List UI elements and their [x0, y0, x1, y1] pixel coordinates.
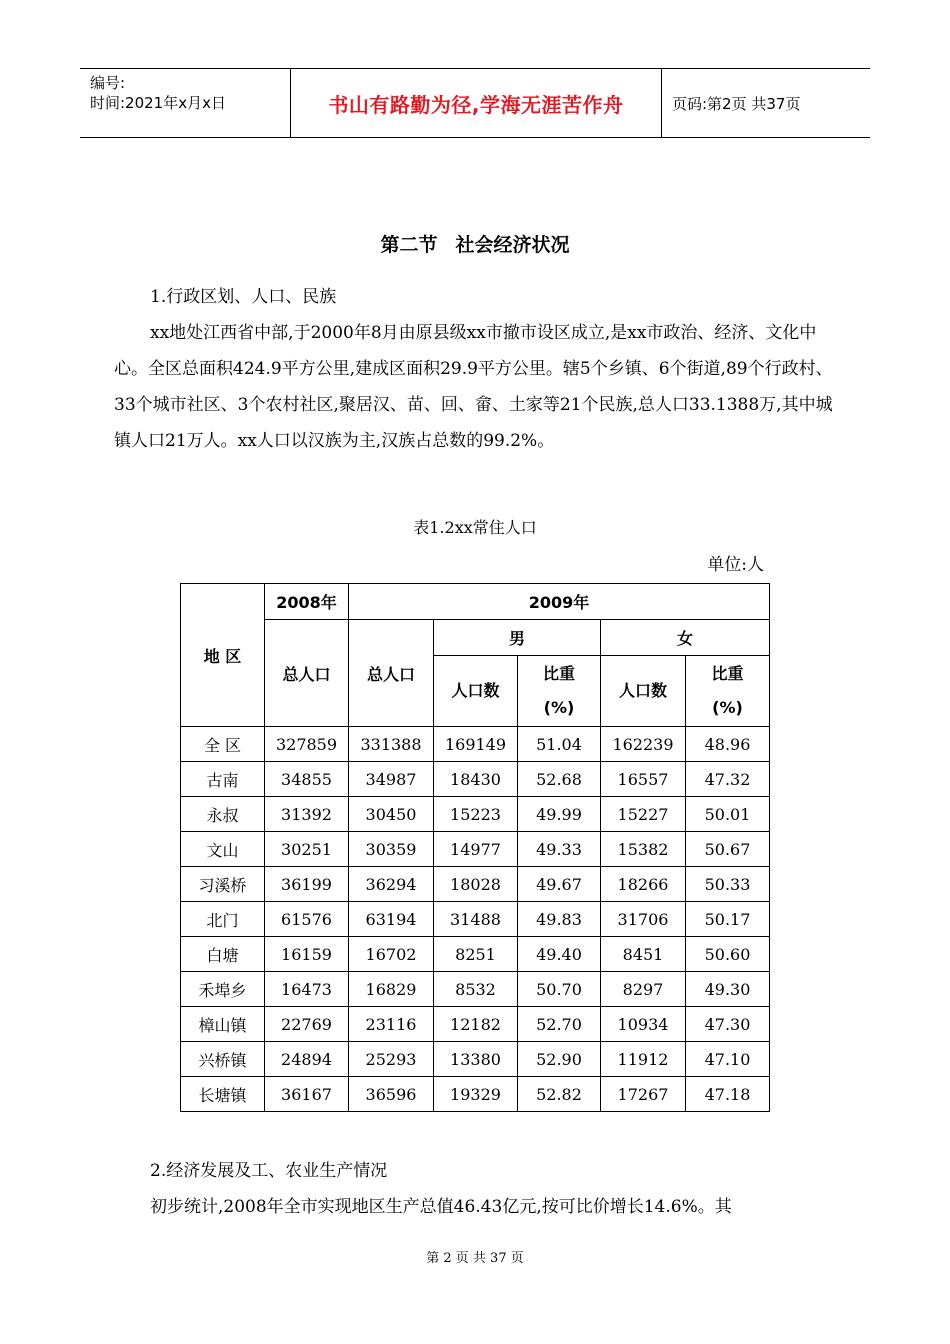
cell-female-count: 15227 [601, 797, 686, 832]
cell-female-count: 15382 [601, 832, 686, 867]
cell-region: 白塘 [181, 937, 265, 972]
cell-female-count: 8451 [601, 937, 686, 972]
cell-total-2008: 36199 [265, 867, 349, 902]
cell-male-ratio: 51.04 [518, 727, 601, 762]
table-row [181, 832, 770, 867]
cell-male-count: 169149 [434, 727, 518, 762]
cell-female-count: 18266 [601, 867, 686, 902]
header-page-info: 页码:第2页 共37页 [672, 94, 801, 113]
header-region: 地 区 [181, 584, 265, 727]
cell-female-ratio: 50.33 [686, 867, 770, 902]
cell-female-count: 11912 [601, 1042, 686, 1077]
cell-male-count: 18430 [434, 762, 518, 797]
header-male-ratio: 比重(%) [518, 656, 601, 727]
cell-female-ratio: 50.01 [686, 797, 770, 832]
cell-female-count: 10934 [601, 1007, 686, 1042]
cell-region: 北门 [181, 902, 265, 937]
cell-male-count: 19329 [434, 1077, 518, 1112]
section-name: 社会经济状况 [455, 234, 570, 256]
header-meta [80, 69, 290, 137]
cell-region: 长塘镇 [181, 1077, 265, 1112]
header-female: 女 [601, 620, 770, 656]
table-row [181, 797, 770, 832]
cell-female-count: 17267 [601, 1077, 686, 1112]
section-number: 第二节 [380, 234, 438, 256]
cell-female-count: 31706 [601, 902, 686, 937]
header-total-2009: 总人口 [349, 620, 434, 727]
cell-female-ratio: 47.10 [686, 1042, 770, 1077]
cell-male-ratio: 49.40 [518, 937, 601, 972]
header-total-2008: 总人口 [265, 620, 349, 727]
table-row [181, 727, 770, 762]
cell-total-2009: 16702 [349, 937, 434, 972]
cell-total-2008: 16159 [265, 937, 349, 972]
subsection-heading-2: 2.经济发展及工、农业生产情况 [150, 1161, 388, 1181]
section-title [0, 230, 950, 257]
cell-region: 古南 [181, 762, 265, 797]
cell-region: 文山 [181, 832, 265, 867]
cell-female-ratio: 47.32 [686, 762, 770, 797]
table-row [181, 867, 770, 902]
cell-male-count: 18028 [434, 867, 518, 902]
cell-female-count: 16557 [601, 762, 686, 797]
table-row [181, 1042, 770, 1077]
cell-region: 禾埠乡 [181, 972, 265, 1007]
cell-total-2009: 36596 [349, 1077, 434, 1112]
body-paragraph-2: 初步统计,2008年全市实现地区生产总值46.43亿元,按可比价增长14.6%。其 [150, 1197, 732, 1217]
cell-total-2008: 22769 [265, 1007, 349, 1042]
doc-time-label: 时间:2021年x月x日 [90, 94, 226, 112]
table-row [181, 902, 770, 937]
cell-male-ratio: 49.83 [518, 902, 601, 937]
cell-female-ratio: 50.67 [686, 832, 770, 867]
cell-total-2008: 24894 [265, 1042, 349, 1077]
table-row [181, 937, 770, 972]
cell-total-2009: 331388 [349, 727, 434, 762]
cell-total-2008: 327859 [265, 727, 349, 762]
header-motto: 书山有路勤为径,学海无涯苦作舟 [290, 69, 662, 137]
cell-region: 樟山镇 [181, 1007, 265, 1042]
page-header [80, 68, 870, 138]
cell-total-2008: 31392 [265, 797, 349, 832]
cell-male-ratio: 50.70 [518, 972, 601, 1007]
table-row [181, 1077, 770, 1112]
cell-male-ratio: 52.82 [518, 1077, 601, 1112]
cell-total-2009: 36294 [349, 867, 434, 902]
cell-total-2009: 30359 [349, 832, 434, 867]
cell-male-count: 15223 [434, 797, 518, 832]
cell-total-2008: 36167 [265, 1077, 349, 1112]
cell-female-ratio: 48.96 [686, 727, 770, 762]
cell-male-count: 14977 [434, 832, 518, 867]
cell-male-ratio: 49.33 [518, 832, 601, 867]
subsection-heading-1: 1.行政区划、人口、民族 [150, 287, 337, 307]
table-row [181, 972, 770, 1007]
cell-total-2009: 16829 [349, 972, 434, 1007]
cell-region: 永叔 [181, 797, 265, 832]
cell-female-ratio: 47.18 [686, 1077, 770, 1112]
body-paragraph-1: xx地处江西省中部,于2000年8月由原县级xx市撤市设区成立,是xx市政治、经济、文化中心。全区总面积424.9平方公里,建成区面积29.9平方公里。辖5个乡镇、6个街道,89个行政村、33个城市社区、3个农村社区,聚居汉、苗、回、畲、土家等21个民族,总人口33.1388万,其中城镇人口21万人。xx人口以汉族为主,汉族占总数的99.2%。 [114, 323, 833, 451]
header-year-2008: 2008年 [265, 584, 349, 620]
cell-region: 全 区 [181, 727, 265, 762]
cell-total-2009: 30450 [349, 797, 434, 832]
cell-female-ratio: 50.17 [686, 902, 770, 937]
cell-male-count: 31488 [434, 902, 518, 937]
table-row [181, 762, 770, 797]
cell-male-ratio: 52.90 [518, 1042, 601, 1077]
population-table-body [181, 727, 770, 1112]
cell-female-ratio: 47.30 [686, 1007, 770, 1042]
cell-total-2009: 25293 [349, 1042, 434, 1077]
cell-total-2009: 23116 [349, 1007, 434, 1042]
cell-male-count: 13380 [434, 1042, 518, 1077]
page-footer: 第 2 页 共 37 页 [426, 1251, 524, 1266]
cell-total-2008: 16473 [265, 972, 349, 1007]
cell-region: 兴桥镇 [181, 1042, 265, 1077]
population-table [180, 583, 770, 1112]
header-male: 男 [434, 620, 601, 656]
table-caption: 表1.2xx常住人口 [413, 518, 537, 537]
cell-female-count: 8297 [601, 972, 686, 1007]
cell-male-ratio: 49.99 [518, 797, 601, 832]
cell-total-2008: 34855 [265, 762, 349, 797]
table-unit: 单位:人 [707, 555, 764, 575]
cell-total-2008: 61576 [265, 902, 349, 937]
header-female-ratio: 比重(%) [686, 656, 770, 727]
cell-female-ratio: 49.30 [686, 972, 770, 1007]
cell-male-ratio: 52.70 [518, 1007, 601, 1042]
header-year-2009: 2009年 [349, 584, 770, 620]
cell-male-ratio: 49.67 [518, 867, 601, 902]
cell-female-ratio: 50.60 [686, 937, 770, 972]
cell-male-ratio: 52.68 [518, 762, 601, 797]
cell-total-2009: 63194 [349, 902, 434, 937]
doc-number-label: 编号: [90, 74, 126, 92]
header-male-count: 人口数 [434, 656, 518, 727]
cell-male-count: 12182 [434, 1007, 518, 1042]
cell-male-count: 8532 [434, 972, 518, 1007]
cell-region: 习溪桥 [181, 867, 265, 902]
cell-total-2008: 30251 [265, 832, 349, 867]
cell-female-count: 162239 [601, 727, 686, 762]
cell-male-count: 8251 [434, 937, 518, 972]
header-female-count: 人口数 [601, 656, 686, 727]
cell-total-2009: 34987 [349, 762, 434, 797]
table-row [181, 1007, 770, 1042]
